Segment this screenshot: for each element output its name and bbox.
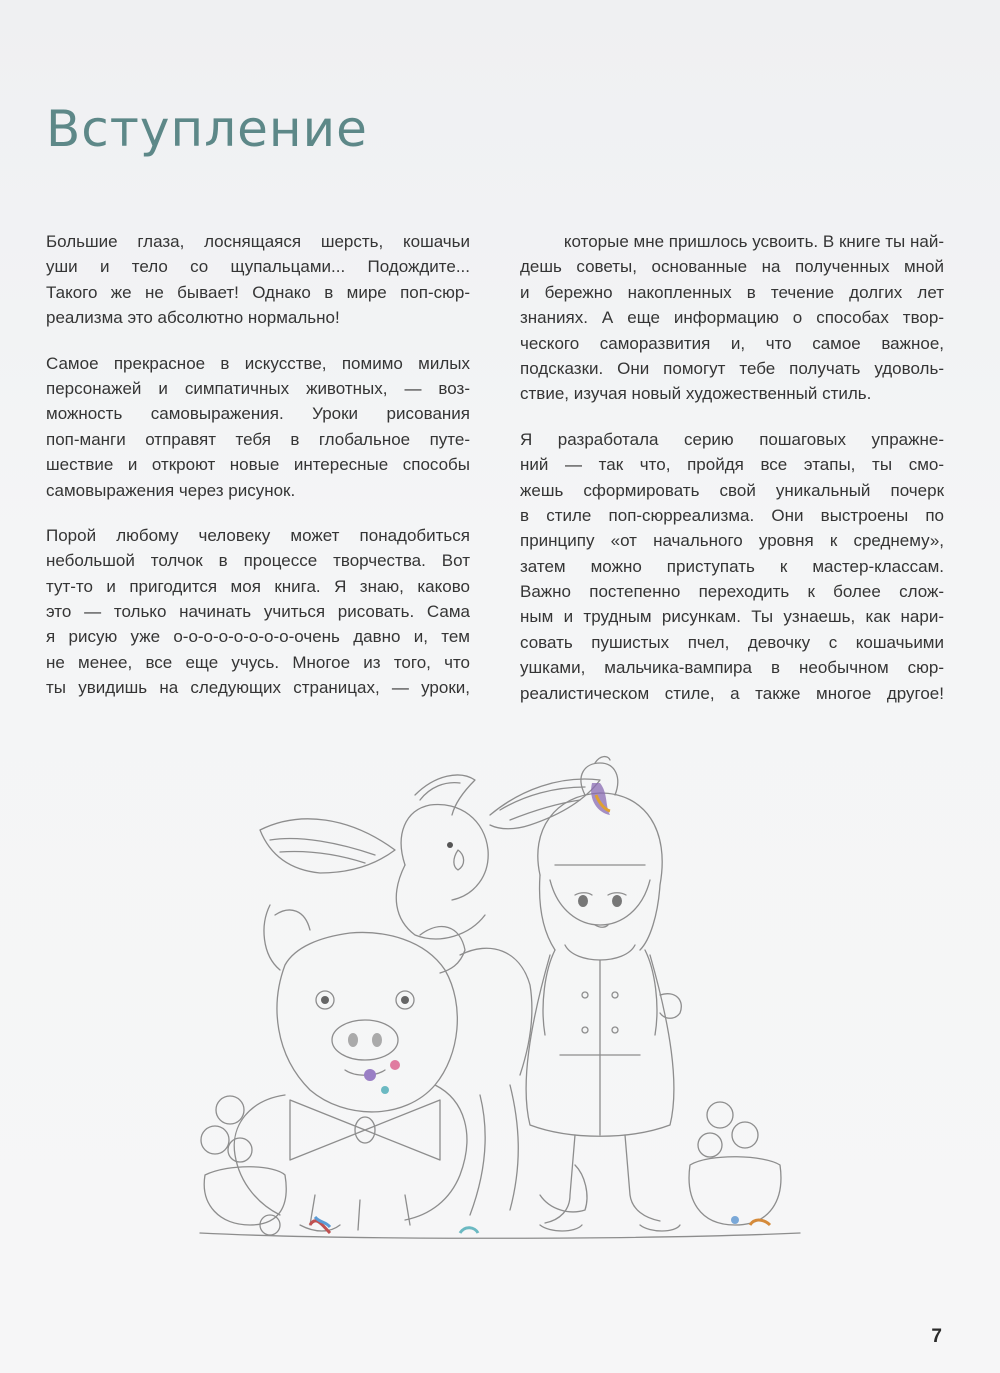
- text-line: это — только начинать учиться рисовать. Сама: [46, 602, 470, 622]
- paragraph: [46, 351, 470, 503]
- girl-figure: [526, 757, 681, 1231]
- text-line: ты увидишь на следующих страницах, — уроки,: [46, 678, 470, 698]
- text-line: ствие, изучая новый художественный стиль.: [520, 384, 872, 404]
- text-line: небольшой толчок в процессе творчества. Вот: [46, 551, 470, 571]
- text-line: я рисую уже о-о-о-о-о-о-о-о-очень давно и, тем: [46, 627, 470, 647]
- text-line: самовыражения через рисунок.: [46, 480, 296, 500]
- text-line: персонажей и симпатичных животных, — воз-: [46, 378, 470, 398]
- page-number: 7: [931, 1326, 942, 1347]
- paragraph: [46, 229, 470, 331]
- text-line: шествие и откроют новые интересные способы: [46, 455, 470, 475]
- text-line: не менее, все еще учусь. Многое из того, что: [46, 652, 470, 672]
- text-line: в стиле поп-сюрреализма. Они выстроены по: [520, 505, 944, 525]
- paragraph-gap: [520, 407, 944, 427]
- text-line: знаниях. А еще информацию о способах твор-: [520, 308, 944, 328]
- text-line: Я разработала серию пошаговых упражне-: [520, 429, 944, 449]
- paragraph: [520, 229, 944, 407]
- text-line: Важно постепенно переходить к более слож-: [520, 582, 944, 602]
- horse-figure: [460, 948, 587, 1215]
- text-line: ний — так что, пройдя все этапы, ты смо-: [520, 455, 944, 475]
- text-line: реалистическом стиле, а также многое другое!: [520, 683, 944, 703]
- apples-right: [689, 1102, 781, 1225]
- text-line: Такого же не бывает! Однако в мире поп-сюр-: [46, 282, 470, 302]
- cockatoo-figure: [260, 775, 600, 939]
- pencil-illustration: [190, 755, 810, 1255]
- paragraph: [520, 427, 944, 706]
- text-line: и бережно накопленных в течение долгих лет: [520, 282, 944, 302]
- text-line: дешь советы, основанные на полученных мной: [520, 257, 944, 277]
- text-line: Самое прекрасное в искусстве, помимо милых: [46, 353, 470, 373]
- ground-line: [200, 1233, 800, 1238]
- text-line: реализма это абсолютно нормально!: [46, 308, 340, 328]
- left-column: [46, 229, 470, 701]
- text-line: ческого саморазвития и, что самое важное,: [520, 333, 944, 353]
- page-title: Вступление: [46, 100, 368, 158]
- paragraph-gap: [46, 503, 470, 523]
- right-column: [520, 229, 944, 706]
- pig-figure: [234, 905, 467, 1231]
- text-line: которые мне пришлось усвоить. В книге ты най-: [563, 232, 944, 251]
- text-line: ным и трудным рисункам. Ты узнаешь, как нари-: [520, 607, 944, 627]
- text-line: Порой любому человеку может понадобиться: [46, 525, 470, 545]
- text-line: жешь сформировать свой уникальный почерк: [520, 480, 944, 500]
- text-line: подсказки. Они помогут тебе получать удоволь-: [520, 358, 944, 378]
- text-line: принципу «от начального уровня к среднему»,: [520, 531, 944, 551]
- text-line: затем можно приступать к мастер-классам.: [520, 556, 944, 576]
- bow-tie: [290, 1100, 440, 1160]
- color-accents: [310, 783, 770, 1233]
- text-line: совать пушистых пчел, девочку с кошачьими: [520, 632, 944, 652]
- text-line: ушками, мальчика-вампира в необычном сюр-: [520, 658, 944, 678]
- text-line: Большие глаза, лоснящаяся шерсть, кошачьи: [46, 232, 470, 251]
- text-line: тут-то и пригодится моя книга. Я знаю, каково: [46, 576, 470, 596]
- text-line: поп-манги отправят тебя в глобальное путе-: [46, 429, 470, 449]
- text-line: уши и тело со щупальцами... Подождите...: [46, 257, 470, 277]
- text-line: можность самовыражения. Уроки рисования: [46, 404, 470, 424]
- paragraph-gap: [46, 331, 470, 351]
- paragraph: [46, 523, 470, 701]
